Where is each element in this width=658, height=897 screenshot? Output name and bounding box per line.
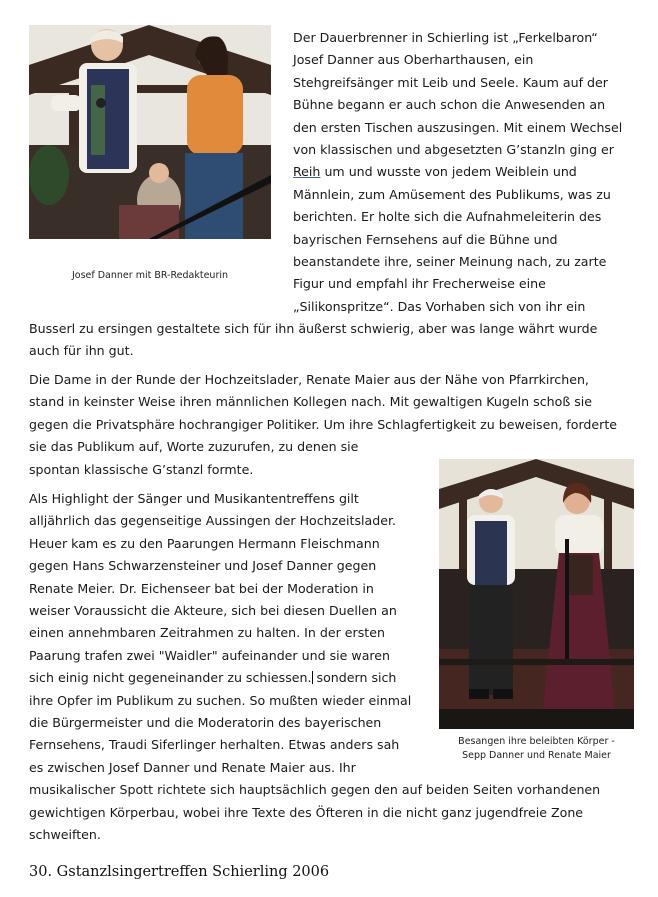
text-line: Busserl zu ersingen gestaltete sich für ihn äußerst schwierig, aber was lange währt wurde [29,321,598,336]
article-paragraph-3 [29,488,629,847]
text-line: stand in keinster Weise ihren männlichen Kollegen nach. Mit gewaltigen Kugeln schoß sie [29,394,593,410]
photo1-image [29,25,271,239]
text-line: Als Highlight der Sänger und Musikantentreffens gilt [29,491,359,506]
text-line: den ersten Tischen auszusingen. Mit einem Wechsel [293,119,623,135]
text-line: schweiften. [29,827,101,843]
text-line: auch für ihn gut. [29,343,134,359]
photo2-caption-line: Sepp Danner und Renate Maier [462,750,611,761]
text-line: spontan klassische G’stanzl formte. [29,461,254,477]
text-line: weiser Voraussicht die Akteure, sich bei diesen Duellen an [29,603,397,619]
text-line: gewichtigen Körperbau, wobei ihre Texte des Öfteren in die nicht ganz jugendfreie Zone [29,804,584,820]
text-line: ihre Opfer im Publikum zu suchen. So mußten wieder einmal [29,692,412,708]
photo-danner-br-redakteurin [29,25,271,239]
text-line: bayrischen Fernsehens auf die Bühne und [293,231,558,247]
text-line: Männlein, zum Amüsement des Publikums, was zu [293,186,611,202]
text-line: einen annehmbaren Zeitrahmen zu halten. In der ersten [29,625,385,641]
text-line: sie das Publikum auf, Worte zuzurufen, zu denen sie [29,439,359,455]
text-line: Stehgreifsänger mit Leib und Seele. Kaum auf der [293,74,608,90]
text-line: alljährlich das gegenseitige Aussingen der Hochzeitslader. [29,513,397,529]
article-paragraph-1 [293,27,633,318]
text-line: gegen Hans Schwarzensteiner und Josef Danner gegen [29,558,377,574]
reih-link[interactable]: Reih [293,164,321,180]
text-line: Renate Meier. Dr. Eichenseer bat bei der Moderation in [29,580,374,596]
footer-title: 30. Gstanzlsingertreffen Schierling 2006 [29,864,330,880]
text-line: Reih um und wusste von jedem Weiblein und [293,164,577,180]
article-paragraph-1-end [29,318,629,363]
text-line: Bühne begann er auch schon die Anwesenden an [293,97,606,113]
text-line: Der Dauerbrenner in Schierling ist „Ferkelbaron“ [293,30,598,45]
text-line: musikalischer Spott richtete sich hauptsächlich gegen den auf beiden Seiten vorhandenen [29,782,601,798]
photo1-caption: Josef Danner mit BR-Redakteurin [71,270,229,281]
text-line: sich einig nicht gegeneinander zu schiessen. sondern sich [29,670,397,686]
text-line: berichten. Er holte sich die Aufnahmeleiterin des [293,209,602,225]
photo2-caption-line: Besangen ihre beleibten Körper - [458,736,615,747]
text-line: Figur und empfahl ihr Frecherweise eine [293,276,546,292]
text-line: gegen die Privatsphäre hochrangiger Politiker. Um ihre Schlagfertigkeit zu beweisen, forderte [29,416,618,432]
text-line: Fernsehens, Traudi Siferlinger herhalten. Etwas anders sah [29,737,400,753]
text-line: Paarung trafen zwei "Waidler" aufeinander und sie waren [29,647,391,663]
text-line: Heuer kam es zu den Paarungen Hermann Fleischmann [29,535,380,551]
text-line: Josef Danner aus Oberharthausen, ein [293,52,534,68]
text-line: von klassischen und abgesetzten G’stanzln ging er [293,142,614,158]
text-line: beanstandete ihre, seiner Meinung nach, zu zarte [293,254,607,270]
text-line: Die Dame in der Runde der Hochzeitslader, Renate Maier aus der Nähe von Pfarrkirchen, [29,372,589,387]
text-line: es zwischen Josef Danner und Renate Maier aus. Ihr [29,759,356,775]
text-line: die Bürgermeister und die Moderatorin des bayerischen [29,715,382,731]
text-line: „Silikonspritze“. Das Vorhaben sich von ihr ein [293,298,586,314]
